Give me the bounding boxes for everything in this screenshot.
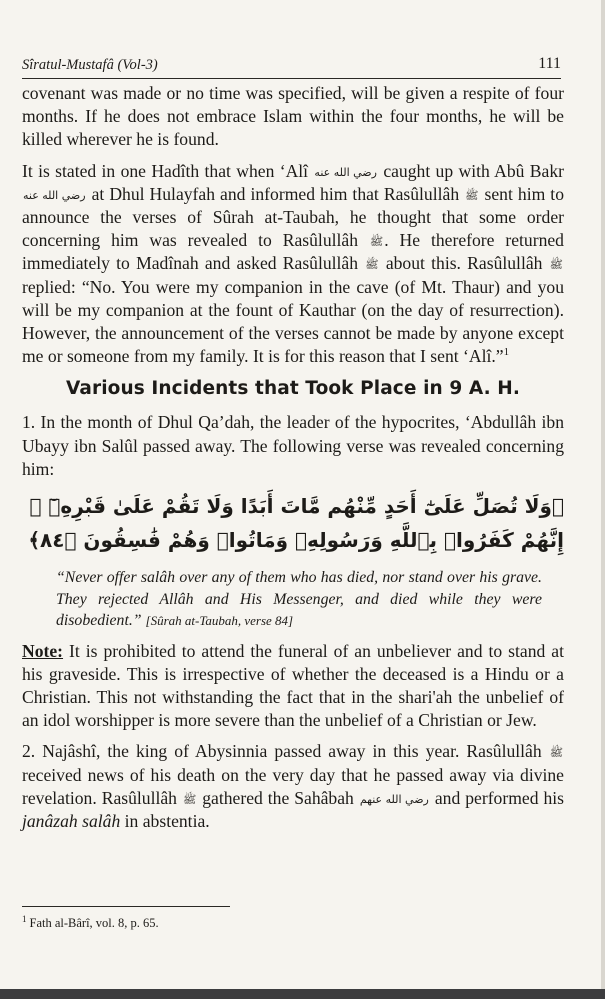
- paragraph-note: Note: It is prohibited to attend the funeral of an unbeliever and to stand at his graveside. This is irrespective of whether the deceased is a Hindu or a Christian. This not withstanding the fact that in the shari'ah the unbelief of an idol worshipper is more severe than the unbelief of a Christian or Jew.: [22, 640, 564, 731]
- page-number: 111: [538, 55, 561, 72]
- verse-translation: “Never offer salâh over any of them who has died, nor stand over his grave. They rejected Allâh and His Messenger, and died while they were disobedient.” [Sûrah at-Taubah, verse 84]: [56, 569, 542, 630]
- page-body: [22, 82, 564, 841]
- footnote: [22, 914, 159, 931]
- section-heading: Various Incidents that Took Place in 9 A. H.: [66, 378, 520, 400]
- footnote-reference: 1: [503, 346, 510, 359]
- footnote-text: Fath al-Bârî, vol. 8, p. 65.: [29, 916, 159, 931]
- honorific-salallahu-alayhi-wasallam: ﷺ: [549, 258, 563, 272]
- honorific-salallahu-alayhi-wasallam: ﷺ: [549, 746, 563, 760]
- note-label: Note:: [22, 640, 64, 661]
- running-header: [22, 54, 561, 79]
- paragraph-hadith: It is stated in one Hadîth that when ‘Alî رضي الله عنه caught up with Abû Bakr رضي الله عنه at Dhul Hulayfah and informed him that Rasûlullâh ﷺ sent him to announce the verses of Sûrah at-Taubah, he thought that some order concerning him was revealed to Rasûlullâh ﷺ. He therefore returned immediately to Madînah and asked Rasûlullâh ﷺ about this. Rasûlullâh ﷺ replied: “No. You were my companion in the cave (of Mt. Thaur) and you will be my companion at the fount of Kauthar (on the day of resurrection). However, the announcement of the verses cannot be made by anyone except me or someone from my family. It is for this reason that I sent ‘Alî.”$^1$: [22, 160, 564, 367]
- honorific-radiyallahu-anhu: رضي الله عنه: [314, 165, 377, 179]
- footnote-divider: [22, 906, 230, 907]
- honorific-radiyallahu-anhu: رضي الله عنه: [23, 188, 86, 202]
- bottom-edge-bar: [0, 989, 605, 999]
- honorific-salallahu-alayhi-wasallam: ﷺ: [365, 258, 379, 272]
- paragraph-incident-1: 1. In the month of Dhul Qa’dah, the leader of the hypocrites, ‘Abdullâh ibn Ubayy ibn Salûl passed away. The following verse was revealed concerning him:: [22, 412, 564, 479]
- verse-source: [Sûrah at-Taubah, verse 84]: [145, 613, 294, 629]
- honorific-radiyallahu-anhum: رضي الله عنهم: [359, 792, 429, 806]
- paragraph-incident-2: 2. Najâshî, the king of Abysinnia passed away in this year. Rasûlullâh ﷺ received news of his death on the very day that he passed away via divine revelation. Rasûlullâh ﷺ gathered the Sahâbah رضي الله عنهم and performed his janâzah salâh in abstentia.: [22, 741, 565, 831]
- arabic-verse: ﴿وَلَا تُصَلِّ عَلَىٰٓ أَحَدٍ مِّنْهُم مَّاتَ أَبَدًا وَلَا تَقُمْ عَلَىٰ قَبْرِهِۦٓ ۖ إِنَّهُمْ كَفَرُوا۟ بِٱللَّهِ وَرَسُولِهِۦ وَمَاتُوا۟ وَهُمْ فَٰسِقُونَ ﴿٨٤﴾: [28, 494, 564, 553]
- page-edge: [601, 0, 605, 989]
- paragraph-continuation: covenant was made or no time was specified, will be given a respite of four months. If he does not embrace Islam within the four months, he will be killed wherever he is found.: [22, 83, 564, 150]
- footnote-number: 1: [22, 914, 27, 924]
- honorific-salallahu-alayhi-wasallam: ﷺ: [465, 188, 479, 202]
- running-title: Sîratul-Mustafâ (Vol-3): [22, 57, 158, 73]
- honorific-salallahu-alayhi-wasallam: ﷺ: [369, 235, 384, 249]
- honorific-salallahu-alayhi-wasallam: ﷺ: [182, 792, 197, 806]
